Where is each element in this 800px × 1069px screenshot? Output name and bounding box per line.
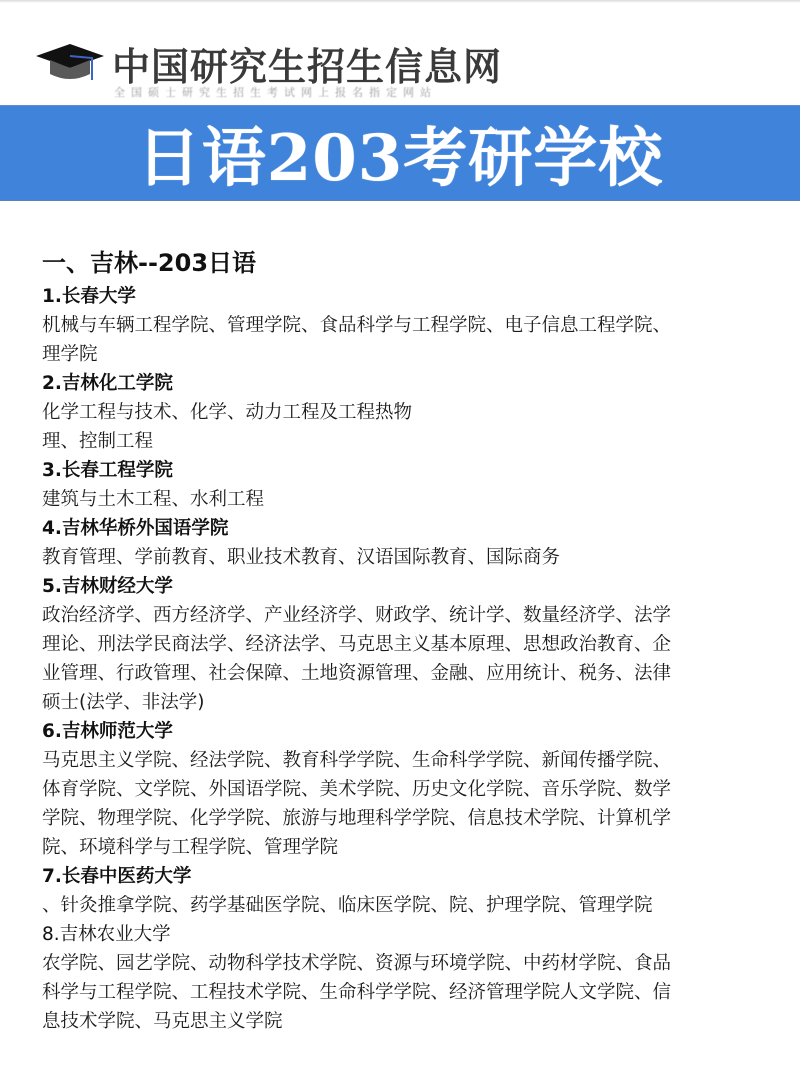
school-programs <box>42 311 762 369</box>
school-entry <box>42 514 762 572</box>
school-entry <box>42 282 762 369</box>
program-line: 学院、物理学院、化学学院、旅游与地理科学学院、信息技术学院、计算机学 <box>42 808 672 829</box>
school-entry <box>42 862 762 920</box>
program-line: 体育学院、文学院、外国语学院、美术学院、历史文化学院、音乐学院、数学 <box>42 779 672 800</box>
program-line: 理学院 <box>42 344 98 365</box>
top-edge-divider <box>0 0 800 3</box>
school-entry <box>42 456 762 514</box>
school-programs <box>42 543 762 572</box>
section-heading: 一、吉林--203日语 <box>42 249 257 277</box>
school-name: 5.吉林财经大学 <box>42 576 173 597</box>
school-name: 2.吉林化工学院 <box>42 373 173 394</box>
program-line: 政治经济学、西方经济学、产业经济学、财政学、统计学、数量经济学、法学 <box>42 605 672 626</box>
program-line: 息技术学院、马克思主义学院 <box>42 1011 283 1032</box>
school-programs <box>42 485 762 514</box>
school-name: 4.吉林华桥外国语学院 <box>42 518 229 539</box>
program-line: 业管理、行政管理、社会保障、土地资源管理、金融、应用统计、税务、法律 <box>42 663 672 684</box>
school-entry <box>42 572 762 717</box>
school-name: 3.长春工程学院 <box>42 460 173 481</box>
school-name: 8.吉林农业大学 <box>42 924 171 945</box>
school-programs <box>42 949 762 1036</box>
school-programs <box>42 398 762 456</box>
school-programs <box>42 746 762 862</box>
school-entry <box>42 717 762 862</box>
site-logo <box>34 34 554 104</box>
school-programs <box>42 601 762 717</box>
school-name: 7.长春中医药大学 <box>42 866 192 887</box>
site-tagline: 全国硕士研究生招生考试网上报名指定网站 <box>114 86 437 99</box>
school-programs <box>42 891 762 920</box>
article-body <box>42 244 762 1036</box>
program-line: 教育管理、学前教育、职业技术教育、汉语国际教育、国际商务 <box>42 547 561 568</box>
program-line: 化学工程与技术、化学、动力工程及工程热物 <box>42 402 413 423</box>
site-name: 中国研究生招生信息网 <box>112 45 503 89</box>
school-name: 6.吉林师范大学 <box>42 721 173 742</box>
program-line: 理论、刑法学民商法学、经济法学、马克思主义基本原理、思想政治教育、企 <box>42 634 672 655</box>
program-line: 建筑与土木工程、水利工程 <box>42 489 265 510</box>
program-line: 院、环境科学与工程学院、管理学院 <box>42 837 339 858</box>
program-line: 硕士(法学、非法学) <box>42 692 205 713</box>
title-banner <box>0 105 800 201</box>
page-title: 日语203考研学校 <box>136 121 664 196</box>
school-name: 1.长春大学 <box>42 286 136 307</box>
program-line: 机械与车辆工程学院、管理学院、食品科学与工程学院、电子信息工程学院、 <box>42 315 672 336</box>
program-line: 、针灸推拿学院、药学基础医学院、临床医学院、院、护理学院、管理学院 <box>42 895 653 916</box>
program-line: 理、控制工程 <box>42 431 154 452</box>
program-line: 科学与工程学院、工程技术学院、生命科学学院、经济管理学院人文学院、信 <box>42 982 672 1003</box>
school-entry <box>42 369 762 456</box>
school-entry <box>42 920 762 1036</box>
program-line: 农学院、园艺学院、动物科学技术学院、资源与环境学院、中药材学院、食品 <box>42 953 672 974</box>
program-line: 马克思主义学院、经法学院、教育科学学院、生命科学学院、新闻传播学院、 <box>42 750 672 771</box>
graduation-cap-icon <box>34 42 106 86</box>
